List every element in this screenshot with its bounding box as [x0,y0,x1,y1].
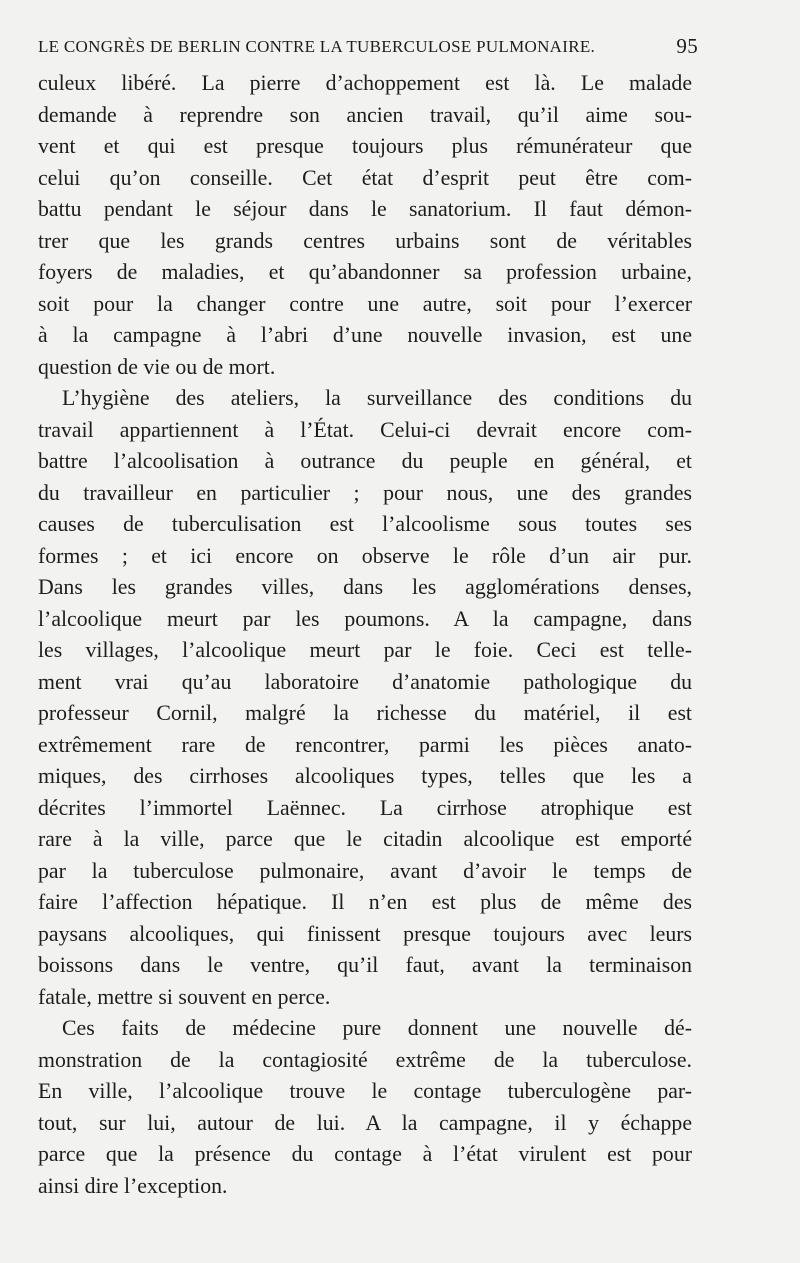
text-line: décrites l’immortel Laënnec. La cirrhose atrophique est [38,795,692,820]
text-line: travail appartiennent à l’État. Celui-ci devrait encore com- [38,417,692,442]
text-line: l’alcoolique meurt par les poumons. A la campagne, dans [38,606,692,631]
text-line: miques, des cirrhoses alcooliques types, telles que les a [38,764,692,788]
text-line: formes ; et ici encore on observe le rôle d’un air pur. [38,543,692,568]
text-line: causes de tuberculisation est l’alcoolisme sous toutes ses [38,512,692,536]
text-line: demande à reprendre son ancien travail, qu’il aime sou- [38,102,692,127]
paragraph-end-line: ainsi dire l’exception. [38,1173,228,1198]
text-line: professeur Cornil, malgré la richesse du matériel, il est [38,701,692,725]
text-line: En ville, l’alcoolique trouve le contage tuberculogène par- [38,1079,692,1103]
text-line: extrêmement rare de rencontrer, parmi les pièces anato- [38,732,692,757]
text-line: soit pour la changer contre une autre, soit pour l’exercer [38,291,692,316]
text-line: faire l’affection hépatique. Il n’en est plus de même des [38,890,692,914]
text-line: vent et qui est presque toujours plus rémunérateur que [38,134,692,158]
text-line: rare à la ville, parce que le citadin alcoolique est emporté [38,827,692,851]
paragraph-start-line: Ces faits de médecine pure donnent une nouvelle dé- [62,1016,692,1040]
text-line: paysans alcooliques, qui finissent presque toujours avec leurs [38,921,692,946]
text-line: parce que la présence du contage à l’état virulent est pour [38,1142,692,1166]
text-line: celui qu’on conseille. Cet état d’esprit peut être com- [38,165,692,190]
text-line: par la tuberculose pulmonaire, avant d’avoir le temps de [38,858,692,883]
paragraph-start-line: L’hygiène des ateliers, la surveillance des conditions du [62,386,692,410]
text-line: culeux libéré. La pierre d’achoppement est là. Le malade [38,71,692,95]
text-line: trer que les grands centres urbains sont de véritables [38,228,692,253]
body-text [38,68,692,1202]
text-line: à la campagne à l’abri d’une nouvelle invasion, est une [38,323,692,347]
text-line: monstration de la contagiosité extrême de la tuberculose. [38,1047,692,1072]
running-title: LE CONGRÈS DE BERLIN CONTRE LA TUBERCULOSE PULMONAIRE. [38,37,596,56]
text-line: du travailleur en particulier ; pour nous, une des grandes [38,480,692,505]
paragraph-end-line: fatale, mettre si souvent en perce. [38,984,331,1009]
text-line: ment vrai qu’au laboratoire d’anatomie pathologique du [38,669,692,694]
page-number: 95 [676,34,698,58]
text-line: Dans les grandes villes, dans les agglomérations denses, [38,575,692,599]
text-line: foyers de maladies, et qu’abandonner sa profession urbaine, [38,260,692,284]
text-line: tout, sur lui, autour de lui. A la campagne, il y échappe [38,1110,692,1135]
text-line: les villages, l’alcoolique meurt par le foie. Ceci est telle- [38,638,692,662]
text-line: boissons dans le ventre, qu’il faut, avant la terminaison [38,953,692,977]
text-line: battu pendant le séjour dans le sanatorium. Il faut démon- [38,197,692,221]
paragraph-end-line: question de vie ou de mort. [38,354,276,379]
text-line: battre l’alcoolisation à outrance du peuple en général, et [38,449,692,473]
running-head [38,34,698,62]
